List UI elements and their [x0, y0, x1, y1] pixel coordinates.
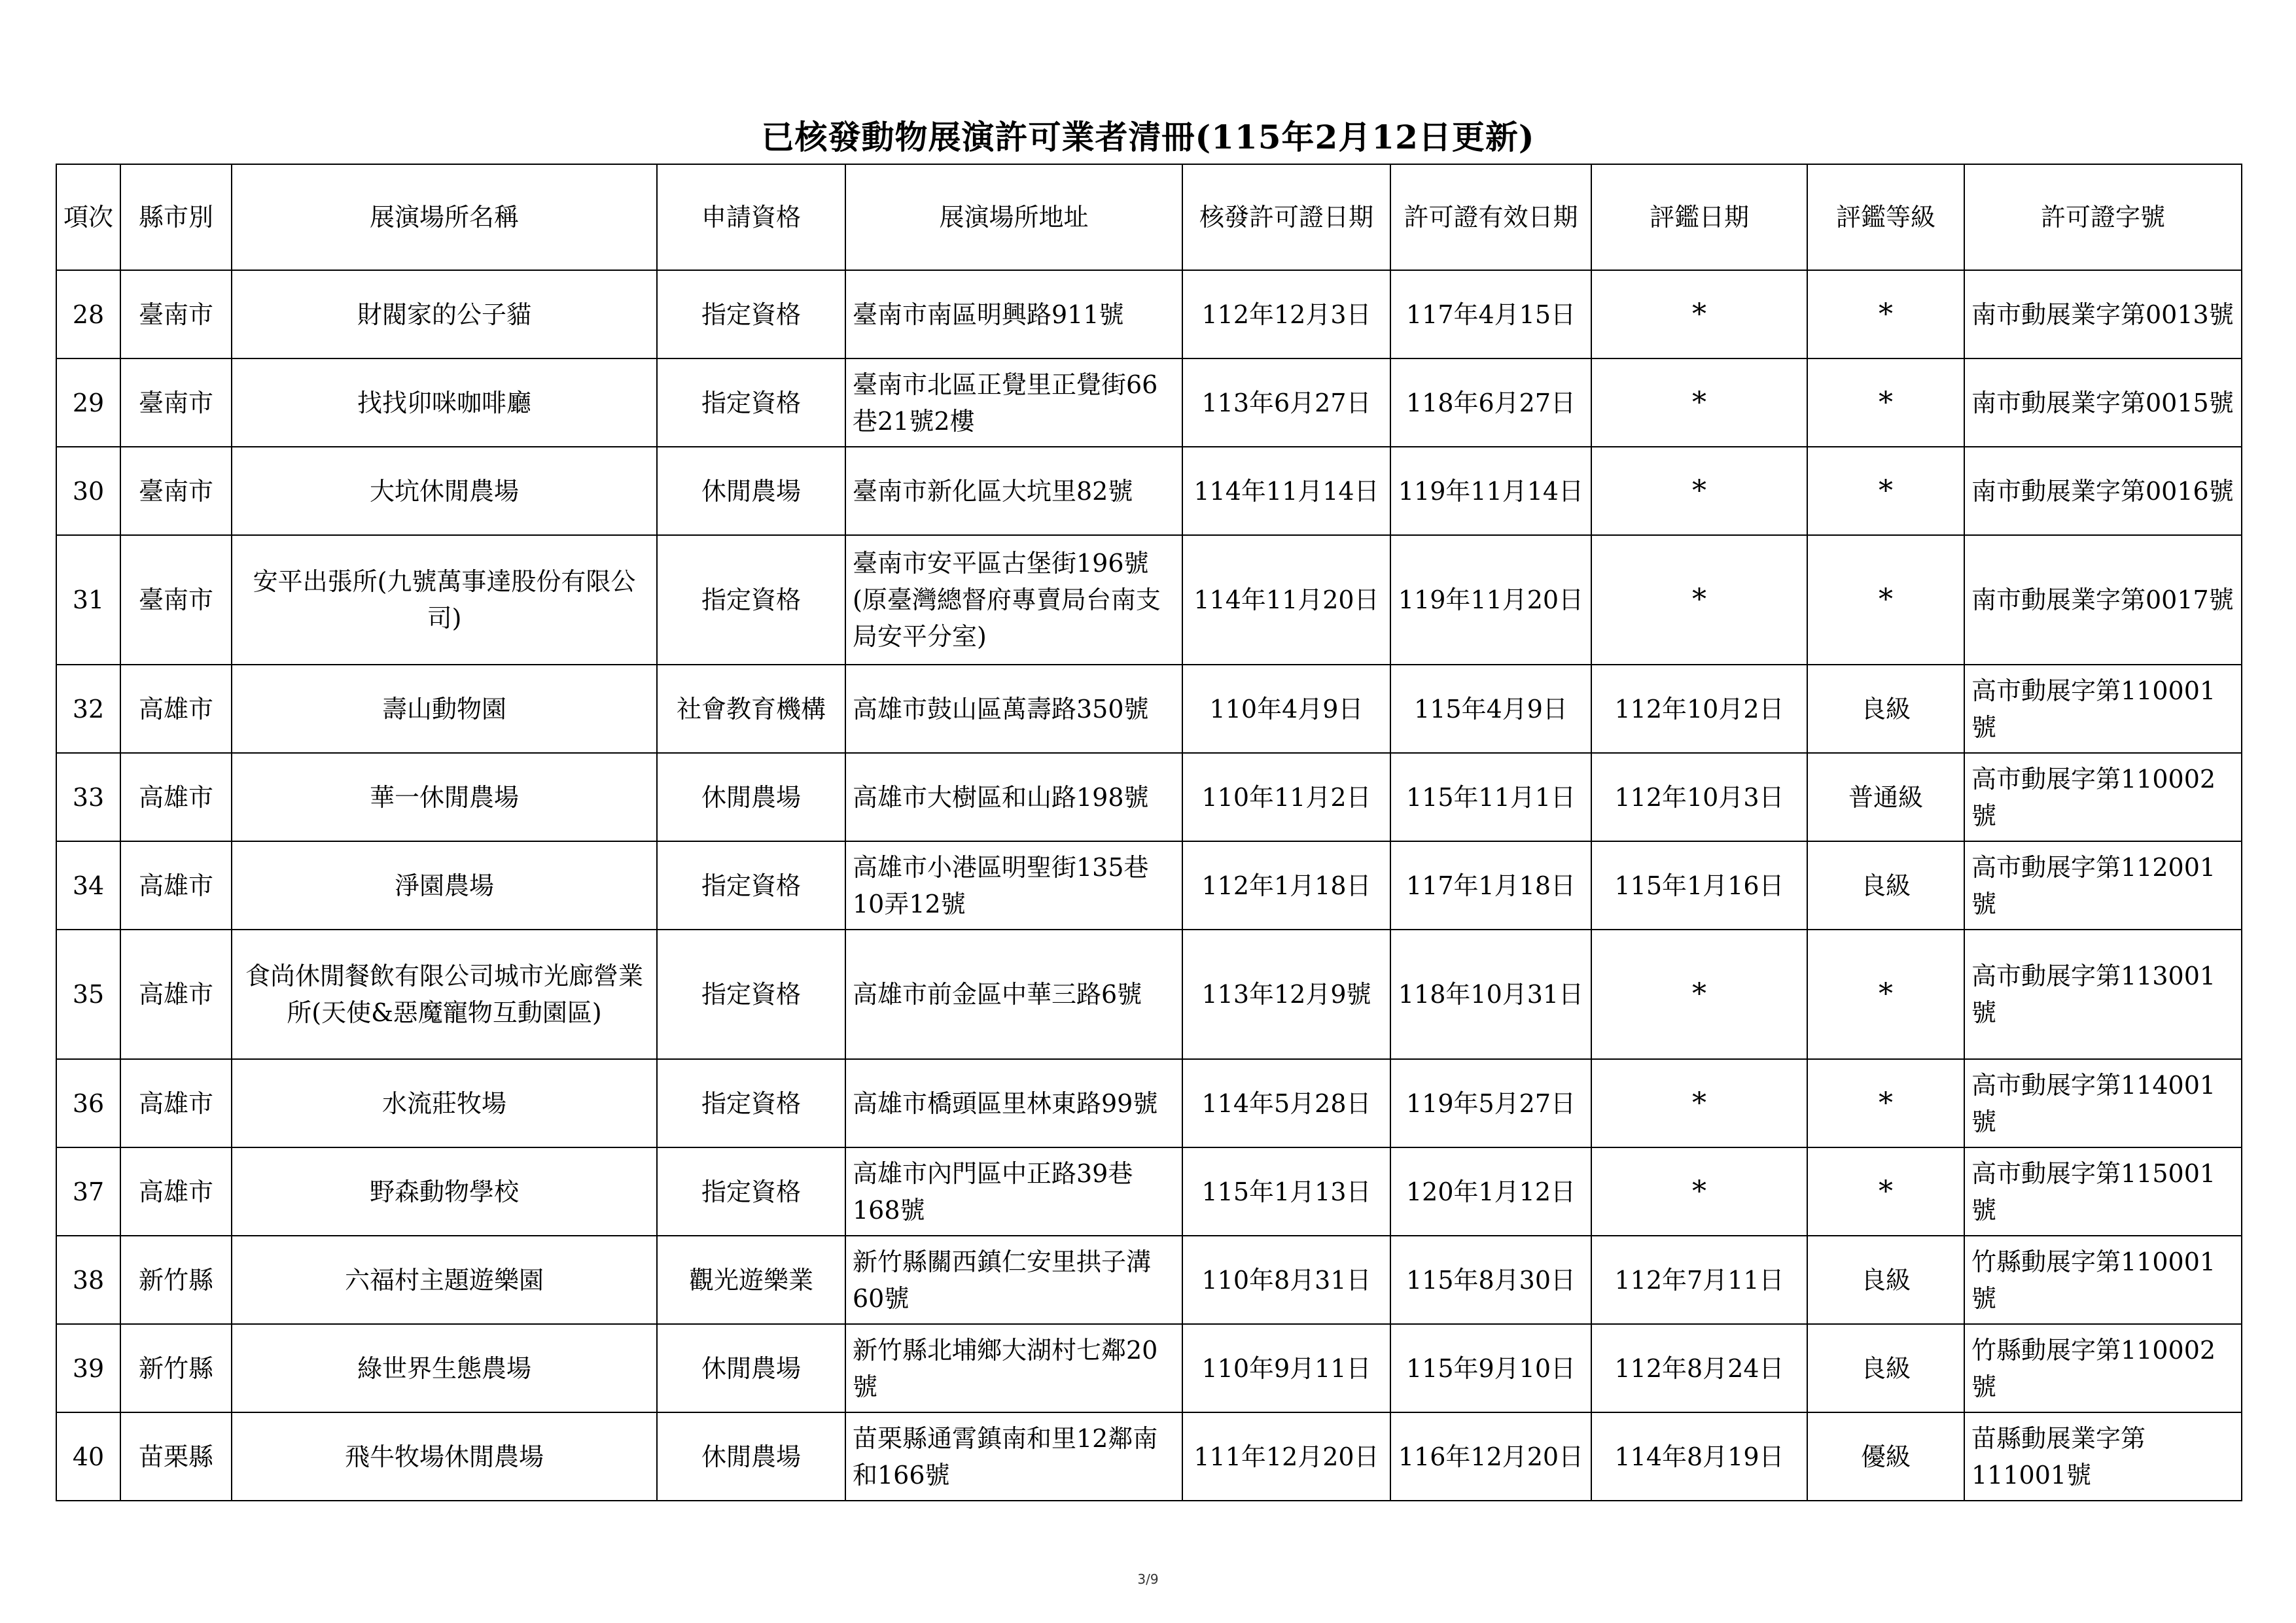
cell-valid-date: 117年1月18日 [1390, 841, 1591, 930]
cell-qualification: 休閒農場 [657, 1324, 845, 1412]
cell-city: 高雄市 [120, 841, 232, 930]
cell-issue-date: 110年8月31日 [1182, 1236, 1390, 1324]
cell-issue-date: 112年12月3日 [1182, 270, 1390, 358]
cell-no: 40 [56, 1412, 120, 1501]
cell-venue-name: 財閥家的公子貓 [232, 270, 657, 358]
cell-city: 苗栗縣 [120, 1412, 232, 1501]
cell-qualification: 社會教育機構 [657, 665, 845, 753]
header-venue-name: 展演場所名稱 [232, 164, 657, 270]
cell-no: 35 [56, 930, 120, 1059]
cell-no: 36 [56, 1059, 120, 1147]
cell-city: 高雄市 [120, 1147, 232, 1236]
cell-evaluation-grade: 普通級 [1807, 753, 1964, 841]
cell-address: 臺南市南區明興路911號 [845, 270, 1182, 358]
cell-city: 高雄市 [120, 1059, 232, 1147]
header-qualification: 申請資格 [657, 164, 845, 270]
cell-city: 新竹縣 [120, 1236, 232, 1324]
cell-address: 臺南市安平區古堡街196號(原臺灣總督府專賣局台南支局安平分室) [845, 535, 1182, 665]
cell-address: 新竹縣北埔鄉大湖村七鄰20號 [845, 1324, 1182, 1412]
cell-valid-date: 116年12月20日 [1390, 1412, 1591, 1501]
header-license-number: 許可證字號 [1964, 164, 2242, 270]
cell-evaluation-date: * [1591, 447, 1807, 535]
cell-venue-name: 食尚休閒餐飲有限公司城市光廊營業所(天使&惡魔寵物互動園區) [232, 930, 657, 1059]
header-issue-date: 核發許可證日期 [1182, 164, 1390, 270]
cell-evaluation-date: 114年8月19日 [1591, 1412, 1807, 1501]
cell-qualification: 指定資格 [657, 930, 845, 1059]
table-row [56, 1059, 2242, 1147]
cell-evaluation-date: * [1591, 270, 1807, 358]
cell-valid-date: 117年4月15日 [1390, 270, 1591, 358]
cell-issue-date: 112年1月18日 [1182, 841, 1390, 930]
cell-issue-date: 113年12月9號 [1182, 930, 1390, 1059]
cell-evaluation-grade: * [1807, 930, 1964, 1059]
cell-valid-date: 119年11月14日 [1390, 447, 1591, 535]
cell-qualification: 指定資格 [657, 270, 845, 358]
cell-evaluation-date: * [1591, 1059, 1807, 1147]
cell-issue-date: 114年5月28日 [1182, 1059, 1390, 1147]
cell-valid-date: 120年1月12日 [1390, 1147, 1591, 1236]
cell-venue-name: 大坑休閒農場 [232, 447, 657, 535]
table-row [56, 1412, 2242, 1501]
cell-license-number: 高市動展字第110002號 [1964, 753, 2242, 841]
cell-venue-name: 飛牛牧場休閒農場 [232, 1412, 657, 1501]
cell-evaluation-grade: 良級 [1807, 1236, 1964, 1324]
cell-qualification: 指定資格 [657, 841, 845, 930]
cell-no: 28 [56, 270, 120, 358]
cell-license-number: 高市動展字第114001號 [1964, 1059, 2242, 1147]
table-row [56, 358, 2242, 447]
page-title: 已核發動物展演許可業者清冊(115年2月12日更新) [761, 118, 1535, 156]
cell-venue-name: 華一休閒農場 [232, 753, 657, 841]
cell-license-number: 竹縣動展字第110001號 [1964, 1236, 2242, 1324]
cell-address: 高雄市大樹區和山路198號 [845, 753, 1182, 841]
cell-address: 臺南市北區正覺里正覺街66巷21號2樓 [845, 358, 1182, 447]
cell-issue-date: 111年12月20日 [1182, 1412, 1390, 1501]
cell-evaluation-grade: 良級 [1807, 1324, 1964, 1412]
cell-address: 高雄市鼓山區萬壽路350號 [845, 665, 1182, 753]
cell-no: 34 [56, 841, 120, 930]
cell-venue-name: 淨園農場 [232, 841, 657, 930]
cell-evaluation-grade: * [1807, 1147, 1964, 1236]
cell-venue-name: 野森動物學校 [232, 1147, 657, 1236]
cell-no: 38 [56, 1236, 120, 1324]
header-address: 展演場所地址 [845, 164, 1182, 270]
table-row [56, 1324, 2242, 1412]
cell-evaluation-date: * [1591, 930, 1807, 1059]
header-item-no: 項次 [56, 164, 120, 270]
cell-license-number: 苗縣動展業字第111001號 [1964, 1412, 2242, 1501]
cell-license-number: 南市動展業字第0016號 [1964, 447, 2242, 535]
cell-evaluation-date: 112年7月11日 [1591, 1236, 1807, 1324]
cell-qualification: 指定資格 [657, 1059, 845, 1147]
header-city: 縣市別 [120, 164, 232, 270]
cell-issue-date: 110年9月11日 [1182, 1324, 1390, 1412]
table-row [56, 930, 2242, 1059]
page-number: 3/9 [1137, 1571, 1159, 1587]
cell-qualification: 指定資格 [657, 535, 845, 665]
cell-no: 33 [56, 753, 120, 841]
cell-city: 高雄市 [120, 665, 232, 753]
cell-valid-date: 115年8月30日 [1390, 1236, 1591, 1324]
table-row [56, 841, 2242, 930]
cell-address: 高雄市內門區中正路39巷168號 [845, 1147, 1182, 1236]
cell-valid-date: 119年5月27日 [1390, 1059, 1591, 1147]
cell-evaluation-grade: 良級 [1807, 665, 1964, 753]
cell-license-number: 南市動展業字第0017號 [1964, 535, 2242, 665]
cell-qualification: 休閒農場 [657, 753, 845, 841]
table-row [56, 270, 2242, 358]
cell-city: 臺南市 [120, 270, 232, 358]
cell-city: 高雄市 [120, 753, 232, 841]
permit-registry-table [56, 164, 2242, 1501]
cell-valid-date: 119年11月20日 [1390, 535, 1591, 665]
cell-license-number: 竹縣動展字第110002號 [1964, 1324, 2242, 1412]
cell-evaluation-date: 112年8月24日 [1591, 1324, 1807, 1412]
cell-address: 臺南市新化區大坑里82號 [845, 447, 1182, 535]
cell-address: 苗栗縣通霄鎮南和里12鄰南和166號 [845, 1412, 1182, 1501]
cell-qualification: 休閒農場 [657, 447, 845, 535]
cell-evaluation-date: * [1591, 358, 1807, 447]
cell-qualification: 指定資格 [657, 1147, 845, 1236]
cell-venue-name: 安平出張所(九號萬事達股份有限公司) [232, 535, 657, 665]
cell-issue-date: 114年11月20日 [1182, 535, 1390, 665]
table-row [56, 753, 2242, 841]
table-row [56, 1147, 2242, 1236]
cell-valid-date: 118年6月27日 [1390, 358, 1591, 447]
cell-evaluation-date: 112年10月2日 [1591, 665, 1807, 753]
cell-city: 臺南市 [120, 447, 232, 535]
cell-license-number: 高市動展字第113001號 [1964, 930, 2242, 1059]
cell-venue-name: 六福村主題遊樂園 [232, 1236, 657, 1324]
cell-venue-name: 找找卯咪咖啡廳 [232, 358, 657, 447]
cell-evaluation-date: 112年10月3日 [1591, 753, 1807, 841]
cell-license-number: 高市動展字第115001號 [1964, 1147, 2242, 1236]
cell-evaluation-grade: 良級 [1807, 841, 1964, 930]
cell-valid-date: 115年4月9日 [1390, 665, 1591, 753]
cell-issue-date: 114年11月14日 [1182, 447, 1390, 535]
cell-evaluation-grade: * [1807, 358, 1964, 447]
header-evaluation-date: 評鑑日期 [1591, 164, 1807, 270]
cell-valid-date: 118年10月31日 [1390, 930, 1591, 1059]
cell-license-number: 南市動展業字第0013號 [1964, 270, 2242, 358]
header-valid-date: 許可證有效日期 [1390, 164, 1591, 270]
cell-venue-name: 水流莊牧場 [232, 1059, 657, 1147]
cell-no: 29 [56, 358, 120, 447]
cell-city: 臺南市 [120, 535, 232, 665]
cell-evaluation-grade: * [1807, 447, 1964, 535]
cell-no: 39 [56, 1324, 120, 1412]
cell-valid-date: 115年9月10日 [1390, 1324, 1591, 1412]
cell-evaluation-date: * [1591, 535, 1807, 665]
cell-evaluation-grade: * [1807, 270, 1964, 358]
cell-issue-date: 115年1月13日 [1182, 1147, 1390, 1236]
cell-city: 高雄市 [120, 930, 232, 1059]
cell-qualification: 觀光遊樂業 [657, 1236, 845, 1324]
cell-license-number: 高市動展字第110001號 [1964, 665, 2242, 753]
cell-license-number: 高市動展字第112001號 [1964, 841, 2242, 930]
cell-no: 32 [56, 665, 120, 753]
cell-no: 31 [56, 535, 120, 665]
cell-venue-name: 綠世界生態農場 [232, 1324, 657, 1412]
cell-city: 臺南市 [120, 358, 232, 447]
table-row [56, 1236, 2242, 1324]
cell-qualification: 指定資格 [657, 358, 845, 447]
cell-qualification: 休閒農場 [657, 1412, 845, 1501]
cell-address: 新竹縣關西鎮仁安里拱子溝60號 [845, 1236, 1182, 1324]
cell-address: 高雄市前金區中華三路6號 [845, 930, 1182, 1059]
cell-evaluation-grade: 優級 [1807, 1412, 1964, 1501]
cell-evaluation-grade: * [1807, 535, 1964, 665]
cell-issue-date: 113年6月27日 [1182, 358, 1390, 447]
cell-issue-date: 110年11月2日 [1182, 753, 1390, 841]
cell-no: 37 [56, 1147, 120, 1236]
table-row [56, 665, 2242, 753]
cell-city: 新竹縣 [120, 1324, 232, 1412]
cell-address: 高雄市小港區明聖街135巷10弄12號 [845, 841, 1182, 930]
cell-no: 30 [56, 447, 120, 535]
cell-evaluation-grade: * [1807, 1059, 1964, 1147]
cell-valid-date: 115年11月1日 [1390, 753, 1591, 841]
cell-address: 高雄市橋頭區里林東路99號 [845, 1059, 1182, 1147]
cell-venue-name: 壽山動物園 [232, 665, 657, 753]
cell-license-number: 南市動展業字第0015號 [1964, 358, 2242, 447]
header-evaluation-grade: 評鑑等級 [1807, 164, 1964, 270]
cell-issue-date: 110年4月9日 [1182, 665, 1390, 753]
cell-evaluation-date: * [1591, 1147, 1807, 1236]
table-row [56, 535, 2242, 665]
table-header-row [56, 164, 2242, 270]
table-row [56, 447, 2242, 535]
cell-evaluation-date: 115年1月16日 [1591, 841, 1807, 930]
